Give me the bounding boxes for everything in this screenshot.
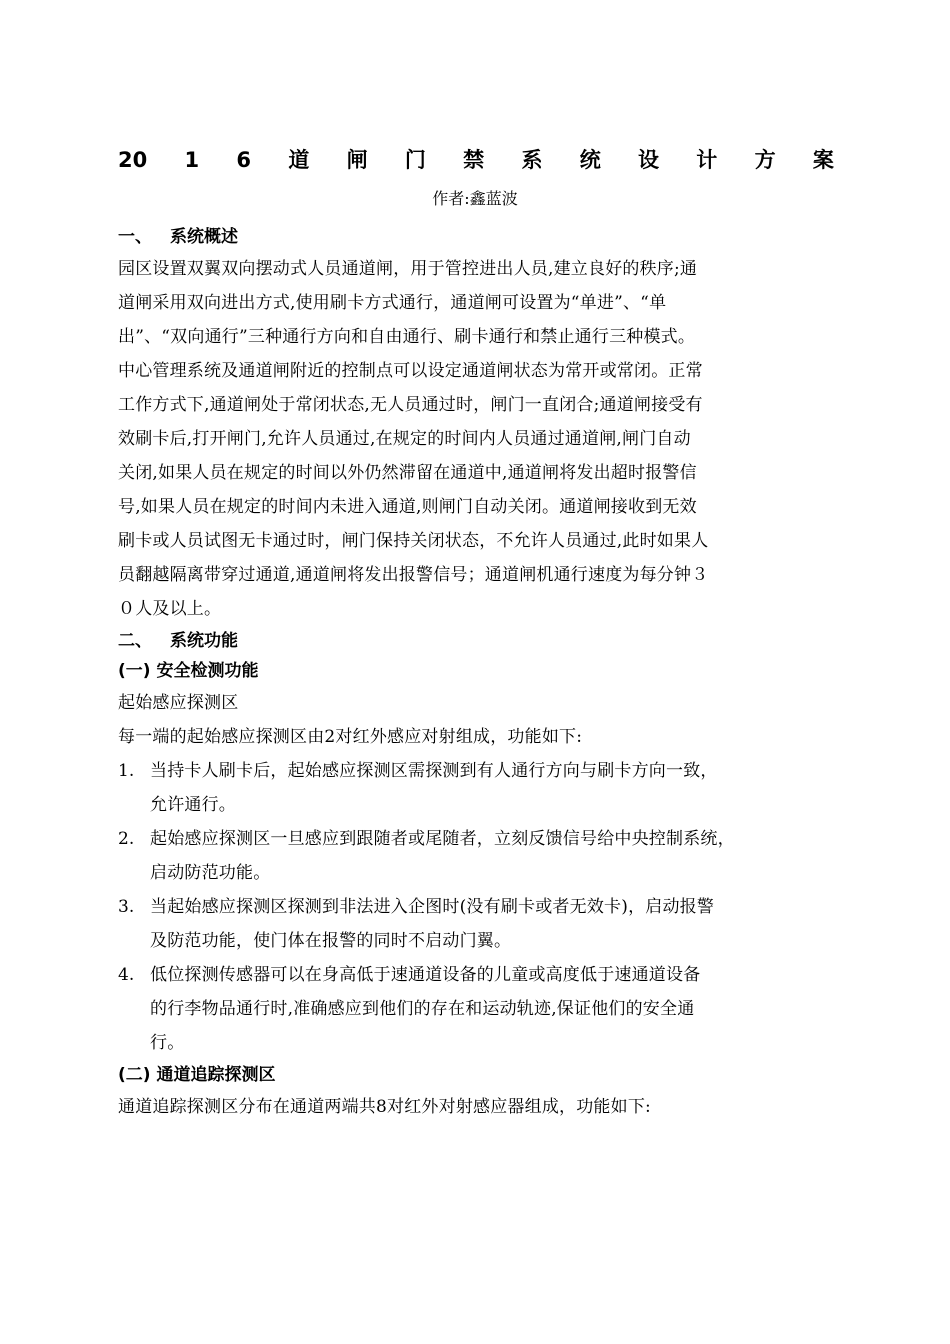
list-item [118,890,838,958]
list-line: 允许通行。 [150,795,236,815]
title-char: 计 [696,148,718,172]
list-line: 当起始感应探测区探测到非法进入企图时(没有刷卡或者无效卡)，启动报警 [150,897,715,917]
title-char: 案 [812,148,834,172]
section-heading [118,222,838,252]
list-line: 及防范功能，使门体在报警的同时不启动门翼。 [150,931,512,951]
list-line: 的行李物品通行时,准确感应到他们的存在和运动轨迹,保证他们的安全通 [150,999,695,1019]
paragraph-line: 关闭,如果人员在规定的时间以外仍然滞留在通道中,通道闸将发出超时报警信 [118,463,697,483]
section-heading [118,626,838,656]
list-line: 起始感应探测区一旦感应到跟随者或尾随者，立刻反馈信号给中央控制系统， [150,829,735,849]
list-item [118,822,838,890]
list-number: 4. [118,965,135,985]
paragraph-line: 出”、“双向通行”三种通行方向和自由通行、刷卡通行和禁止通行三种模式。 [118,327,696,347]
list-number: 1. [118,761,135,781]
document-title [118,146,834,174]
paragraph-line: 工作方式下,通道闸处于常闭状态,无人员通过时，闸门一直闭合;通道闸接受有 [118,395,703,415]
title-char: 20 [118,148,148,172]
title-char: 闸 [346,148,368,172]
title-char: 1 [184,148,200,172]
list-number: 2. [118,829,135,849]
overview-paragraph [118,252,838,626]
paragraph-line: 号,如果人员在规定的时间内未进入通道,则闸门自动关闭。通道闸接收到无效 [118,497,697,517]
title-char: 系 [521,148,543,172]
subsection-heading: (二) 通道追踪探测区 [118,1065,276,1085]
title-char: 方 [754,148,776,172]
list-item [118,958,838,1060]
author-line: 作者:鑫蓝波 [432,189,518,208]
intro-line: 每一端的起始感应探测区由2对红外感应对射组成，功能如下: [118,727,583,747]
list-line: 当持卡人刷卡后，起始感应探测区需探测到有人通行方向与刷卡方向一致， [150,761,718,781]
title-char: 门 [404,148,426,172]
paragraph-line: 效刷卡后,打开闸门,允许人员通过,在规定的时间内人员通过通道闸,闸门自动 [118,429,691,449]
section-title: 系统功能 [170,631,238,651]
list-number: 3. [118,897,135,917]
title-char: 统 [579,148,601,172]
list-line: 低位探测传感器可以在身高低于速通道设备的儿童或高度低于速通道设备 [150,965,701,985]
subsection-subtitle: 起始感应探测区 [118,693,239,713]
title-char: 6 [236,148,252,172]
subsection-heading: (一) 安全检测功能 [118,661,259,681]
title-char: 禁 [463,148,485,172]
paragraph-line: 道闸采用双向进出方式,使用刷卡方式通行，通道闸可设置为“单进”、“单 [118,293,667,313]
paragraph-line: ０人及以上。 [118,599,222,619]
paragraph-line: 员翻越隔离带穿过通道,通道闸将发出报警信号；通道闸机通行速度为每分钟３ [118,565,709,585]
document-body [118,222,838,1124]
paragraph-line: 中心管理系统及通道闸附近的控制点可以设定通道闸状态为常开或常闭。正常 [118,361,703,381]
paragraph-line: 园区设置双翼双向摆动式人员通道闸，用于管控进出人员,建立良好的秩序;通 [118,259,698,279]
section-number: 一、 [118,227,152,247]
title-char: 道 [288,148,310,172]
list-line: 启动防范功能。 [150,863,271,883]
section-title: 系统概述 [170,227,238,247]
paragraph-line: 刷卡或人员试图无卡通过时，闸门保持关闭状态，不允许人员通过,此时如果人 [118,531,709,551]
intro-line: 通道追踪探测区分布在通道两端共8对红外对射感应器组成，功能如下: [118,1097,651,1117]
section-number: 二、 [118,631,152,651]
list-line: 行。 [150,1033,185,1053]
list-item [118,754,838,822]
title-char: 设 [638,148,660,172]
